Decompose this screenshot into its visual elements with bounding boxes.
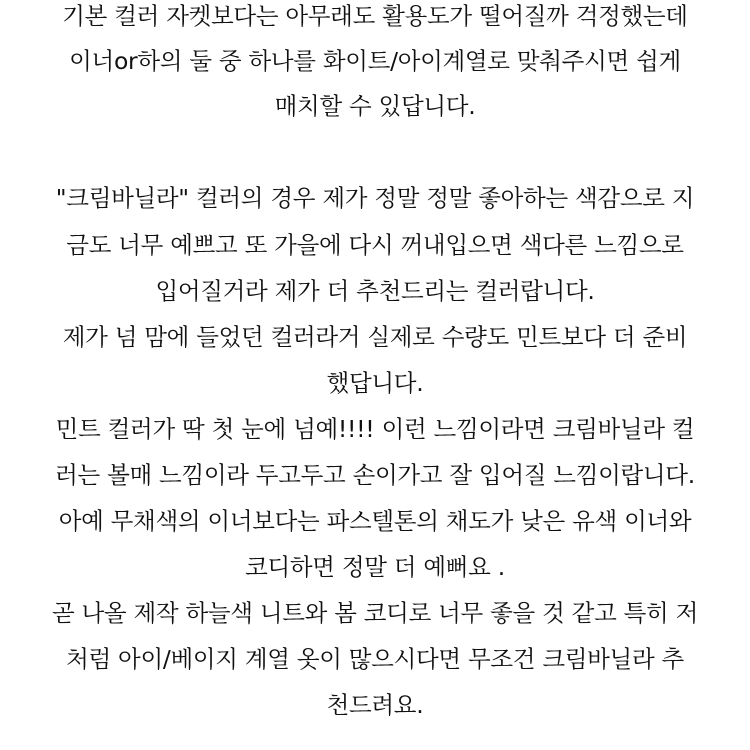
text-line: "크림바닐라" 컬러의 경우 제가 정말 정말 좋아하는 색감으로 지 [55, 184, 695, 212]
text-line: 아예 무채색의 이너보다는 파스텔톤의 채도가 낮은 유색 이너와 [58, 507, 692, 535]
text-line: 매치할 수 있답니다. [274, 92, 476, 120]
text-line: 천드려요. [326, 691, 424, 719]
text-line: 제가 넘 맘에 들었던 컬러라거 실제로 수량도 민트보다 더 준비 [62, 323, 688, 351]
text-line: 입어질거라 제가 더 추천드리는 컬러랍니다. [155, 277, 595, 305]
text-line: 기본 컬러 자켓보다는 아무래도 활용도가 떨어질까 걱정했는데 [62, 2, 688, 30]
text-line: 했답니다. [326, 369, 424, 397]
text-line: 곧 나올 제작 하늘색 니트와 봄 코디로 너무 좋을 것 같고 특히 저 [51, 599, 699, 627]
text-line: 처럼 아이/베이지 계열 옷이 많으시다면 무조건 크림바닐라 추 [66, 645, 684, 673]
text-line: 금도 너무 예쁘고 또 가을에 다시 꺼내입으면 색다른 느낌으로 [66, 231, 684, 259]
text-line: 러는 볼매 느낌이라 두고두고 손이가고 잘 입어질 느낌이랍니다. [55, 461, 695, 489]
text-line: 이너or하의 둘 중 하나를 화이트/아이계열로 맞춰주시면 쉽게 [69, 47, 681, 75]
text-line: 민트 컬러가 딱 첫 눈에 넘예!!!! 이런 느낌이라면 크림바닐라 컬 [55, 415, 695, 443]
text-line: 코디하면 정말 더 예뻐요 . [245, 553, 505, 581]
